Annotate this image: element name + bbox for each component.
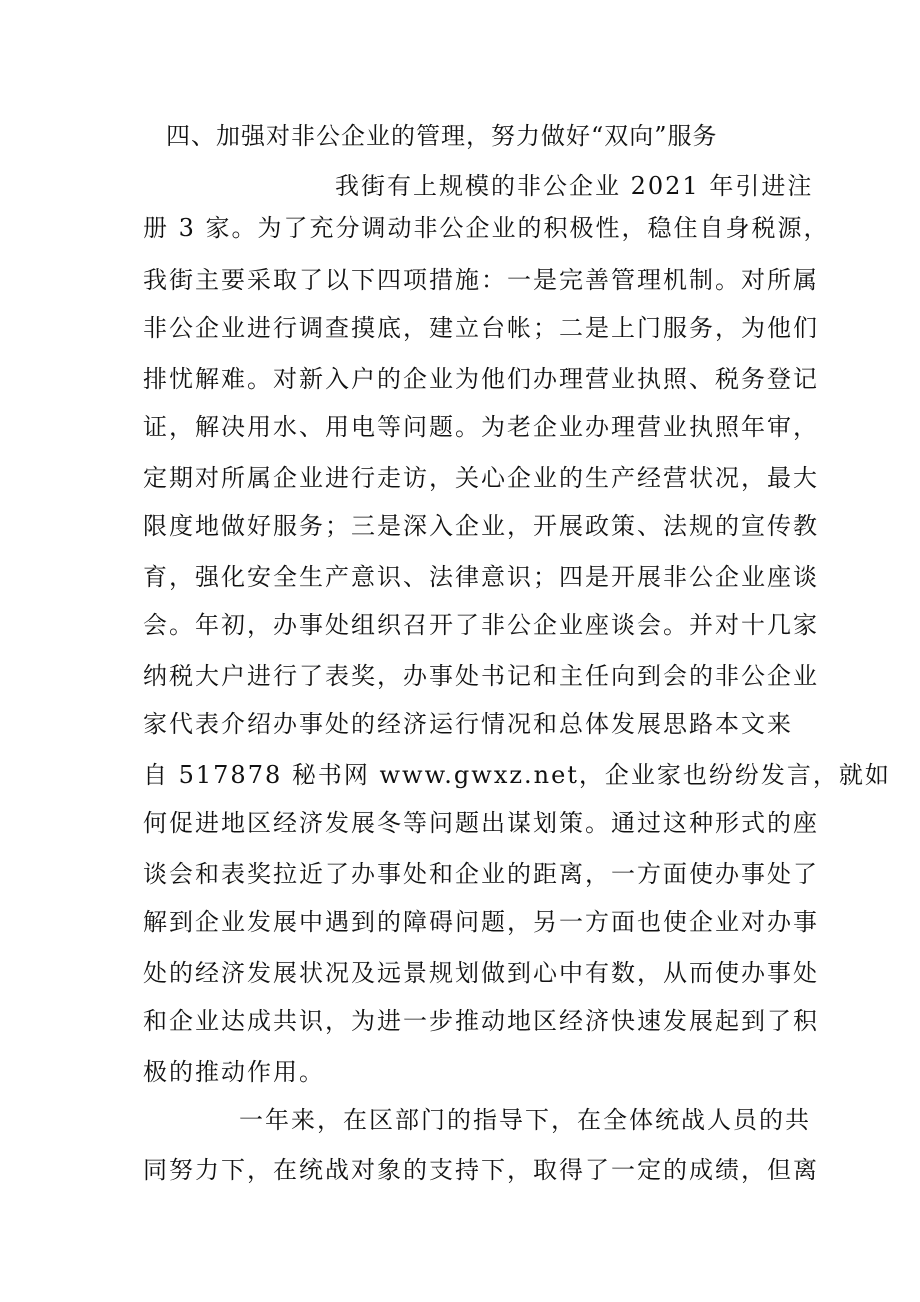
paragraph-line: 排忧解难。对新入户的企业为他们办理营业执照、税务登记 (143, 365, 819, 393)
paragraph-line: 处的经济发展状况及远景规划做到心中有数，从而使办事处 (143, 959, 819, 987)
paragraph-line: 证，解决用水、用电等问题。为老企业办理营业执照年审， (143, 413, 819, 441)
paragraph-line: 非公企业进行调查摸底，建立台帐；二是上门服务，为他们 (143, 314, 819, 342)
paragraph-line: 册 3 家。为了充分调动非公企业的积极性，稳住自身税源， (143, 214, 830, 242)
section-heading: 四、加强对非公企业的管理，努力做好“双向”服务 (166, 122, 718, 150)
paragraph-line: 定期对所属企业进行走访，关心企业的生产经营状况，最大 (143, 464, 819, 492)
paragraph-line: 纳税大户进行了表奖，办事处书记和主任向到会的非公企业 (143, 662, 819, 690)
paragraph-line: 一年来，在区部门的指导下，在全体统战人员的共 (239, 1106, 811, 1134)
paragraph-line: 和企业达成共识，为进一步推动地区经济快速发展起到了积 (143, 1007, 819, 1035)
paragraph-line: 我街主要采取了以下四项措施：一是完善管理机制。对所属 (143, 266, 819, 294)
paragraph-line: 解到企业发展中遇到的障碍问题，另一方面也使企业对办事 (143, 908, 819, 936)
paragraph-line: 育，强化安全生产意识、法律意识；四是开展非公企业座谈 (143, 563, 819, 591)
paragraph-line: 我街有上规模的非公企业 2021 年引进注 (335, 172, 814, 200)
paragraph-line: 自 517878 秘书网 www.gwxz.net，企业家也纷纷发言，就如 (143, 761, 891, 789)
paragraph-line: 何促进地区经济发展冬等问题出谋划策。通过这种形式的座 (143, 809, 819, 837)
paragraph-line: 谈会和表奖拉近了办事处和企业的距离，一方面使办事处了 (143, 860, 819, 888)
paragraph-line: 家代表介绍办事处的经济运行情况和总体发展思路本文来 (143, 710, 793, 738)
paragraph-line: 限度地做好服务；三是深入企业，开展政策、法规的宣传教 (143, 512, 819, 540)
paragraph-line: 极的推动作用。 (143, 1058, 325, 1086)
paragraph-line: 同努力下，在统战对象的支持下，取得了一定的成绩，但离 (143, 1156, 819, 1184)
paragraph-line: 会。年初，办事处组织召开了非公企业座谈会。并对十几家 (143, 611, 819, 639)
